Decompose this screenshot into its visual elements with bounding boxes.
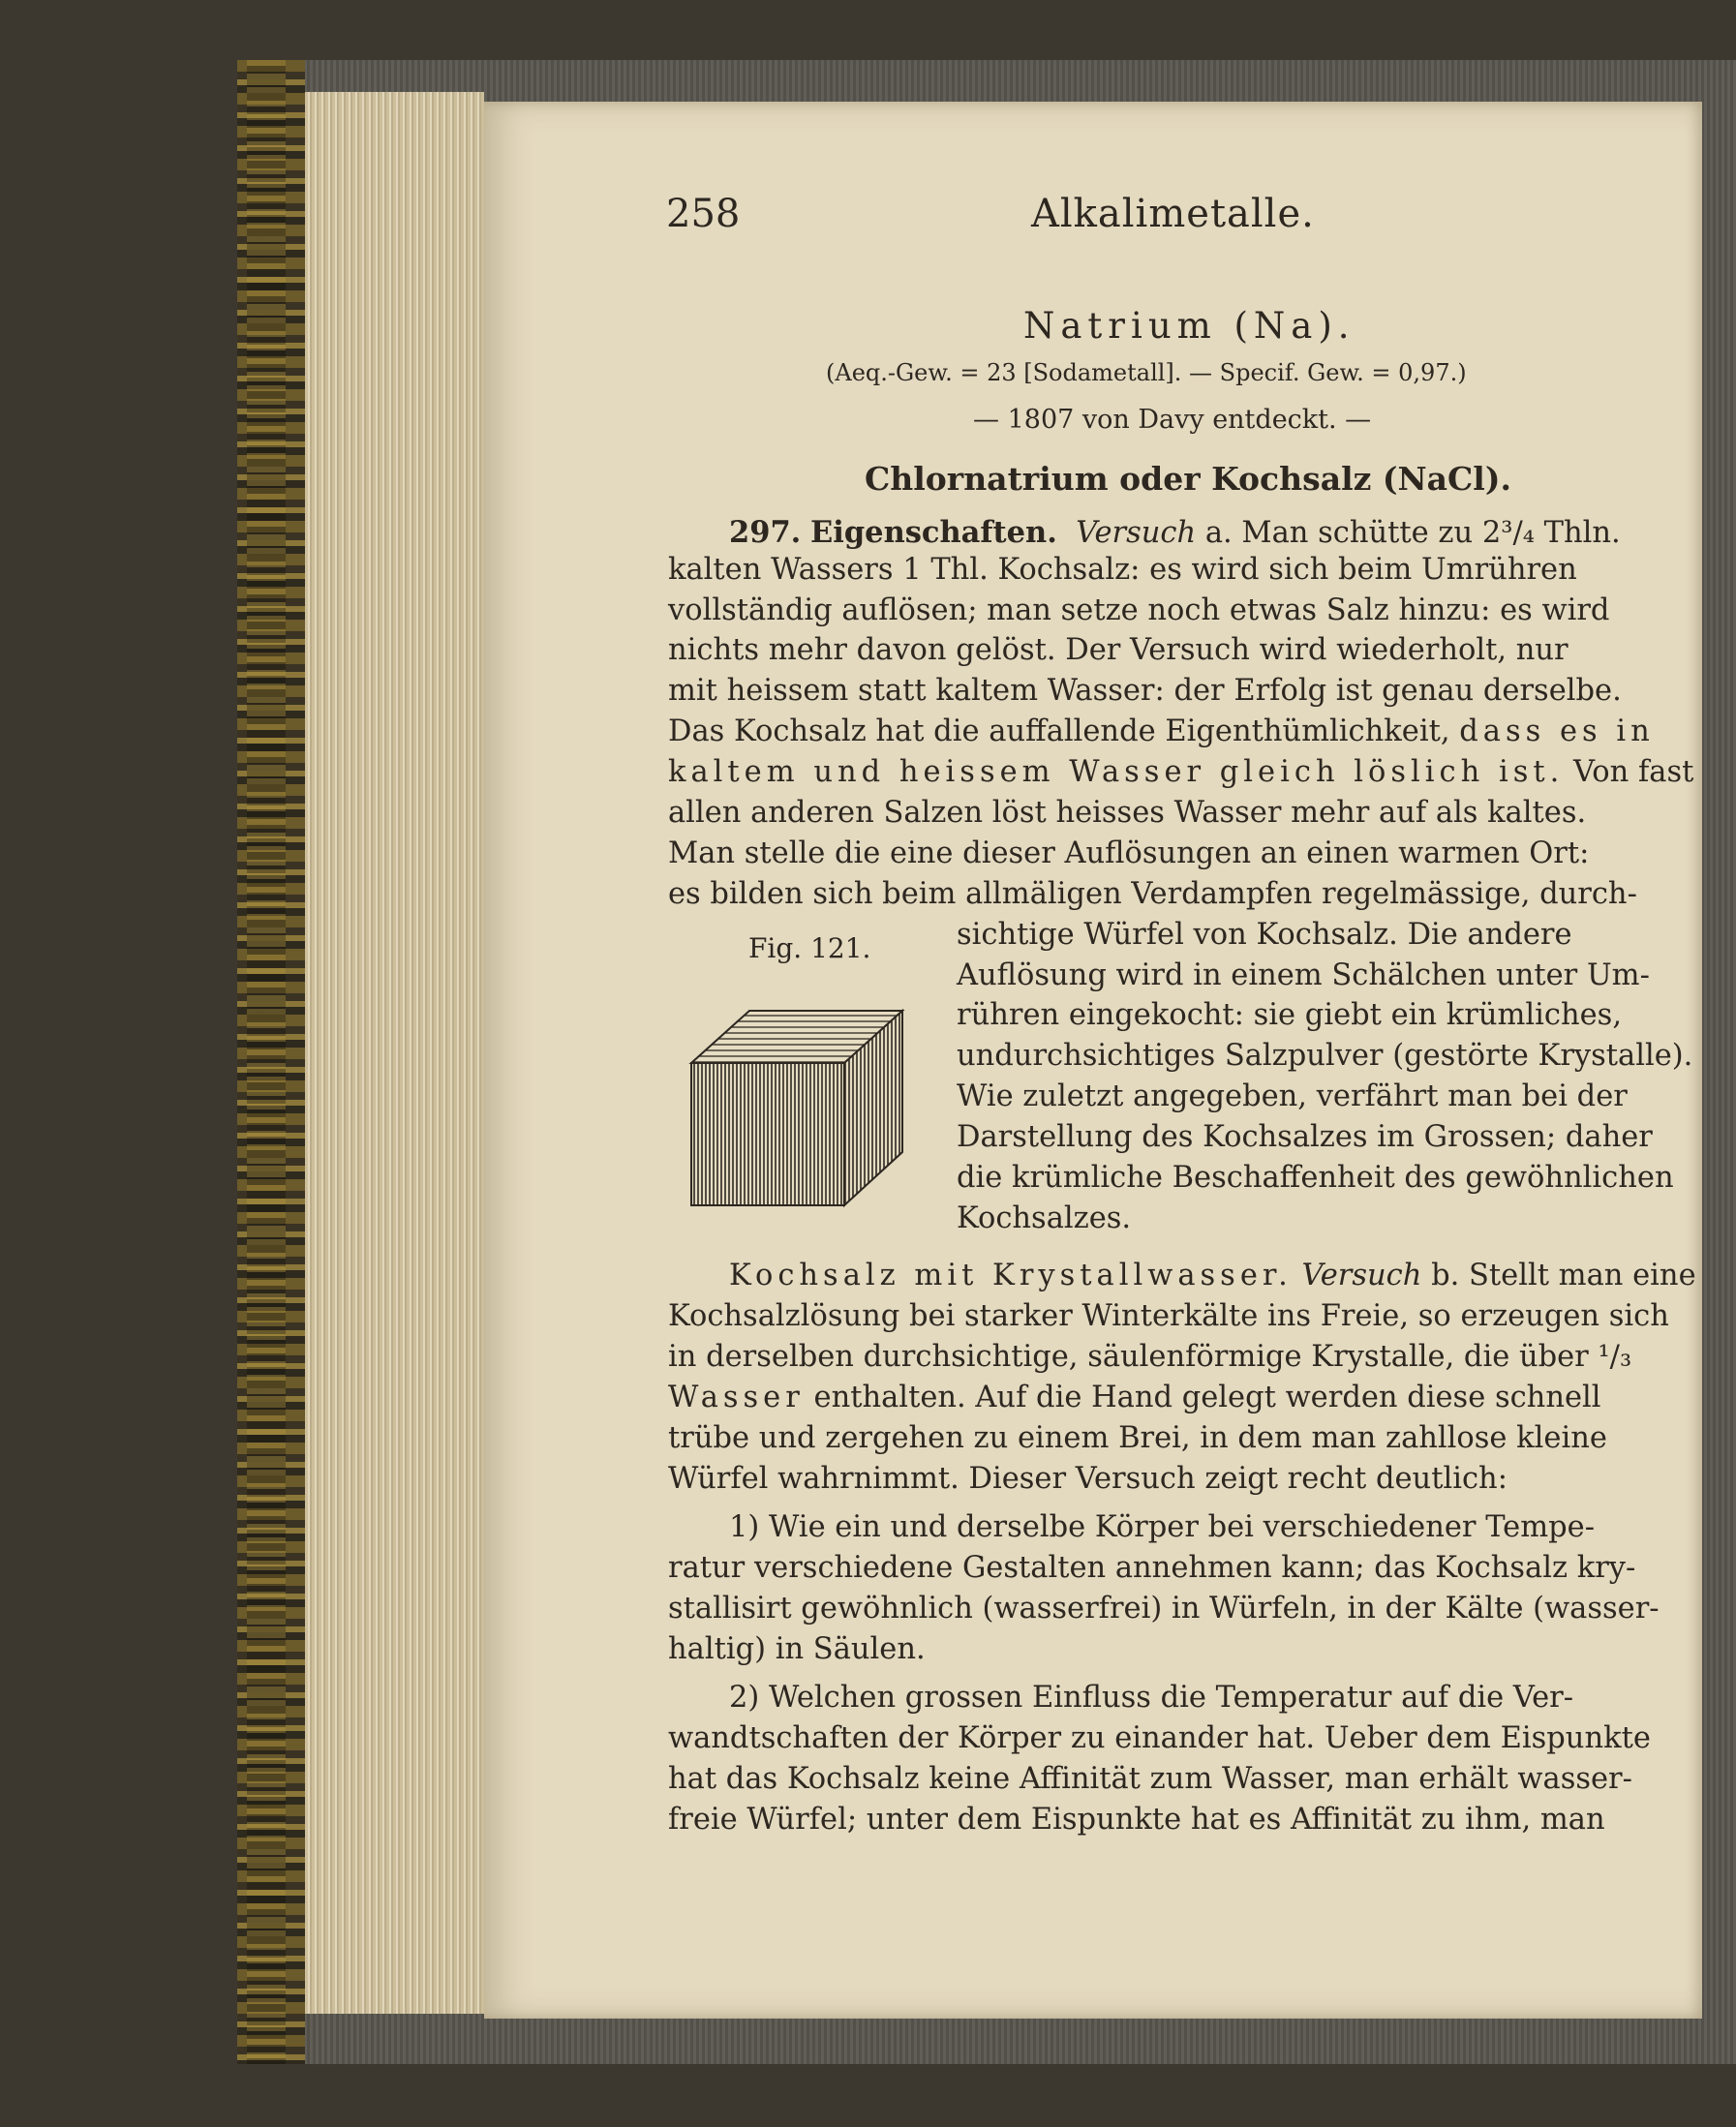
text-segment: Von fast xyxy=(1573,755,1694,789)
text-line xyxy=(668,755,1693,789)
text-line: wandtschaften der Körper zu einander hat. Ueber dem Eispunkte xyxy=(668,1721,1651,1755)
page-edges xyxy=(305,92,484,2014)
text-line: nichts mehr davon gelöst. Der Versuch wird wiederholt, nur xyxy=(668,633,1568,667)
text-line: Würfel wahrnimmt. Dieser Versuch zeigt recht deutlich: xyxy=(668,1462,1508,1496)
text-segment: enthalten. Auf die Hand gelegt werden diese schnell xyxy=(813,1381,1601,1414)
text-segment: b. Stellt man eine xyxy=(1431,1259,1696,1292)
book-spine xyxy=(237,60,305,2064)
section-subtitle: (Aeq.-Gew. = 23 [Sodametall]. — Specif. Gew. = 0,97.) xyxy=(826,359,1467,386)
spaced-text: dass es in xyxy=(1459,714,1655,748)
para-heading: Eigenschaften. xyxy=(810,515,1057,550)
spaced-text: Wasser xyxy=(668,1381,805,1414)
text-line: die krümliche Beschaffenheit des gewöhnlichen xyxy=(957,1161,1674,1195)
text-line: Wie zuletzt angegeben, verfährt man bei der xyxy=(957,1079,1628,1113)
text-line: stallisirt gewöhnlich (wasserfrei) in Würfeln, in der Kälte (wasser- xyxy=(668,1592,1660,1626)
text-line xyxy=(668,1381,1601,1414)
spaced-text: kaltem und heissem Wasser gleich löslich ist. xyxy=(668,755,1565,789)
page-number: 258 xyxy=(666,192,741,236)
subsection-title: Chlornatrium oder Kochsalz (NaCl). xyxy=(865,460,1511,498)
text-line: Darstellung des Kochsalzes im Grossen; daher xyxy=(957,1120,1653,1154)
text-line: kalten Wassers 1 Thl. Kochsalz: es wird sich beim Umrühren xyxy=(668,553,1577,587)
text-line: Auflösung wird in einem Schälchen unter Um- xyxy=(957,958,1650,992)
text-line: hat das Kochsalz keine Affinität zum Wasser, man erhält wasser- xyxy=(668,1762,1632,1796)
discovery-note: — 1807 von Davy entdeckt. — xyxy=(973,405,1372,435)
text-line: vollständig auflösen; man setze noch etwas Salz hinzu: es wird xyxy=(668,593,1610,627)
salt-cube-figure xyxy=(685,1007,908,1210)
running-title: Alkalimetalle. xyxy=(1031,192,1315,236)
text-line: ratur verschiedene Gestalten annehmen kann; das Kochsalz kry- xyxy=(668,1551,1636,1585)
text-line: freie Würfel; unter dem Eispunkte hat es Affinität zu ihm, man xyxy=(668,1803,1605,1837)
text-line: Man stelle die eine dieser Auflösungen an einen warmen Ort: xyxy=(668,836,1590,870)
versuch-label: Versuch xyxy=(1301,1259,1422,1292)
text-line: a. Man schütte zu 2³/₄ Thln. xyxy=(1204,516,1621,550)
spaced-text: Kochsalz mit Krystallwasser. xyxy=(729,1259,1293,1292)
list-item-2-line: 2) Welchen grossen Einfluss die Temperatur auf die Ver- xyxy=(729,1681,1574,1715)
text-line: Kochsalzlösung bei starker Winterkälte ins Freie, so erzeugen sich xyxy=(668,1299,1669,1333)
text-segment: Das Kochsalz hat die auffallende Eigenthümlichkeit, xyxy=(668,714,1450,748)
list-item-1-line: 1) Wie ein und derselbe Körper bei verschiedener Tempe- xyxy=(729,1510,1596,1544)
section-title: Natrium (Na). xyxy=(1023,305,1355,347)
text-line: undurchsichtiges Salzpulver (gestörte Krystalle). xyxy=(957,1039,1693,1073)
para-b-first-line xyxy=(729,1259,1696,1292)
text-line: mit heissem statt kaltem Wasser: der Erfolg ist genau derselbe. xyxy=(668,674,1622,708)
para-number: 297. xyxy=(729,515,802,550)
text-line: es bilden sich beim allmäligen Verdampfen regelmässige, durch- xyxy=(668,877,1637,911)
text-line: trübe und zergehen zu einem Brei, in dem man zahllose kleine xyxy=(668,1421,1607,1455)
text-line: haltig) in Säulen. xyxy=(668,1632,926,1666)
figure-caption: Fig. 121. xyxy=(748,932,871,964)
text-line: rühren eingekocht: sie giebt ein krümliches, xyxy=(957,998,1623,1032)
text-line: in derselben durchsichtige, säulenförmige Krystalle, die über ¹/₃ xyxy=(668,1340,1632,1374)
para-297-first-line xyxy=(729,515,1621,550)
text-line: Kochsalzes. xyxy=(957,1201,1132,1235)
text-line: allen anderen Salzen löst heisses Wasser mehr auf als kaltes. xyxy=(668,796,1587,830)
versuch-label: Versuch xyxy=(1076,516,1197,550)
text-line xyxy=(668,714,1655,748)
text-line: sichtige Würfel von Kochsalz. Die andere xyxy=(957,918,1572,952)
